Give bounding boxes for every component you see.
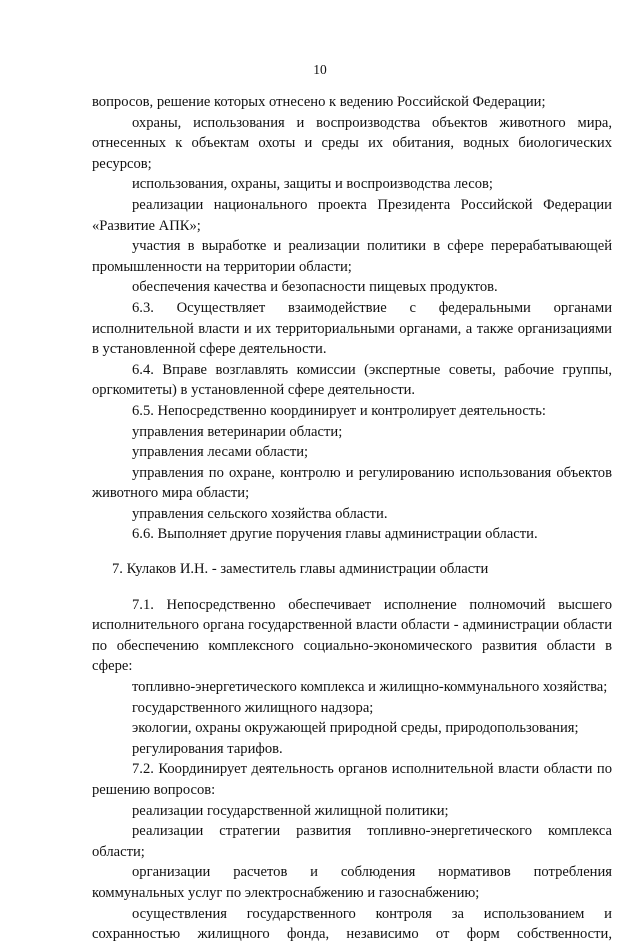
paragraph: осуществления государственного контроля за использованием и сохранностью жилищного фонда, независимо от форм собственности, xyxy=(92,905,612,943)
paragraph: государственного жилищного надзора; xyxy=(132,699,374,716)
paragraph: 6.4. Вправе возглавлять комиссии (экспертные советы, рабочие группы, оргкомитеты) в установленной сфере деятельности. xyxy=(92,361,612,399)
paragraph: реализации государственной жилищной политики; xyxy=(132,802,449,819)
document-body xyxy=(92,92,612,945)
paragraph: охраны, использования и воспроизводства объектов животного мира, отнесенных к объектам охоты и среды их обитания, водных биологических ресурсов; xyxy=(92,114,612,172)
paragraph: 7.1. Непосредственно обеспечивает исполнение полномочий высшего исполнительного органа государственной власти области - администрации области по обеспечению комплексного социально-экономического развития области в сфере: xyxy=(92,596,612,675)
section-6-continuation xyxy=(92,92,612,545)
section-heading: 7. Кулаков И.Н. - заместитель главы администрации области xyxy=(112,561,489,578)
paragraph: управления ветеринарии области; xyxy=(132,423,343,440)
paragraph: использования, охраны, защиты и воспроизводства лесов; xyxy=(132,176,493,193)
paragraph: обеспечения качества и безопасности пищевых продуктов. xyxy=(132,279,498,296)
paragraph: регулирования тарифов. xyxy=(132,740,283,757)
paragraph: участия в выработке и реализации политики в сфере перерабатывающей промышленности на территории области; xyxy=(92,238,612,275)
paragraph: организации расчетов и соблюдения нормативов потребления коммунальных услуг по электроснабжению и газоснабжению; xyxy=(92,864,612,901)
paragraph: управления сельского хозяйства области. xyxy=(132,505,388,522)
paragraph: вопросов, решение которых отнесено к ведению Российской Федерации; xyxy=(92,94,546,110)
paragraph: 6.5. Непосредственно координирует и контролирует деятельность: xyxy=(132,402,546,419)
paragraph: 7.2. Координирует деятельность органов исполнительной власти области по решению вопросов: xyxy=(92,761,612,798)
paragraph: управления лесами области; xyxy=(132,444,309,461)
paragraph: 6.3. Осуществляет взаимодействие с федеральными органами исполнительной власти и их территориальными органами, а также организациями в установленной сфере деятельности. xyxy=(92,299,612,358)
paragraph: топливно-энергетического комплекса и жилищно-коммунального хозяйства; xyxy=(132,679,608,696)
paragraph: управления по охране, контролю и регулированию использования объектов животного мира области; xyxy=(92,464,612,502)
paragraph: реализации стратегии развития топливно-энергетического комплекса области; xyxy=(92,823,612,860)
paragraph: 6.6. Выполняет другие поручения главы администрации области. xyxy=(132,526,538,543)
paragraph: реализации национального проекта Президента Российской Федерации «Развитие АПК»; xyxy=(92,196,612,234)
paragraph: экологии, охраны окружающей природной среды, природопользования; xyxy=(132,720,579,737)
page-number: 10 xyxy=(313,62,327,77)
section-7-body xyxy=(92,595,612,945)
